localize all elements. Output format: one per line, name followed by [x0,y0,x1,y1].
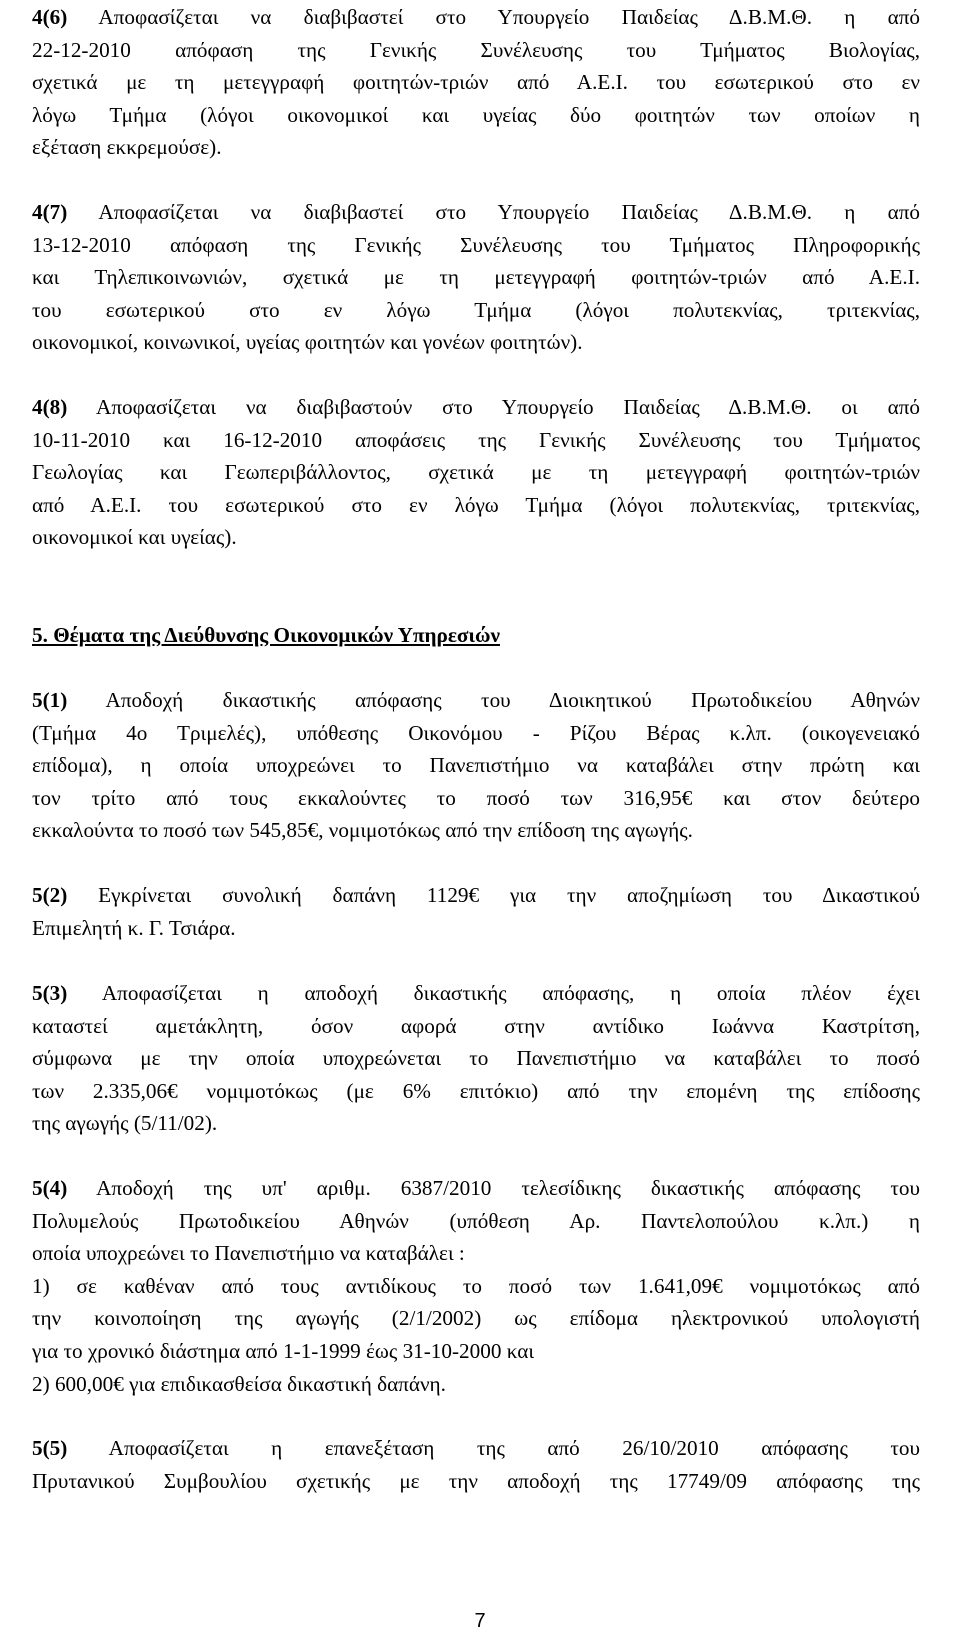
text-line: 22-12-2010 απόφαση της Γενικής Συνέλευσης του Τμήματος Βιολογίας, [32,37,920,62]
paragraph-5-2 [32,879,920,944]
item-number: 4(8) [32,395,68,419]
text-line: 5(2) Εγκρίνεται συνολική δαπάνη 1129€ για την αποζημίωση του Δικαστικού [32,883,920,907]
text-line: οποία υποχρεώνει το Πανεπιστήμιο να καταβάλει : [32,1241,465,1266]
paragraph-5-1 [32,684,920,847]
text-line: του εσωτερικού στο εν λόγω Τμήμα (λόγοι πολυτεκνίας, τριτεκνίας, [32,297,920,322]
text-line: λόγω Τμήμα (λόγοι οικονομικοί και υγείας δύο φοιτητών των οποίων η [32,102,920,127]
section-heading: 5. Θέματα της Διεύθυνσης Οικονομικών Υπηρεσιών [32,623,500,647]
paragraph-5-3 [32,977,920,1140]
item-subnumber: (4) [42,1176,68,1200]
item-subnumber: (3) [42,981,68,1005]
text-line: των 2.335,06€ νομιμοτόκως (με 6% επιτόκιο) από την επομένη της επίδοσης [32,1078,920,1103]
item-subnumber: (1) [42,688,68,712]
text-line: της αγωγής (5/11/02). [32,1111,218,1136]
text-line: Πολυμελούς Πρωτοδικείου Αθηνών (υπόθεση Αρ. Παντελοπούλου κ.λπ.) η [32,1208,920,1233]
text-line: 10-11-2010 και 16-12-2010 αποφάσεις της Γενικής Συνέλευσης του Τμήματος [32,427,920,452]
text-line: 4(6) Αποφασίζεται να διαβιβαστεί στο Υπουργείο Παιδείας Δ.Β.Μ.Θ. η από [32,5,920,29]
text-line: επίδομα), η οποία υποχρεώνει το Πανεπιστήμιο να καταβάλει στην πρώτη και [32,753,920,778]
item-subnumber: (5) [42,1436,68,1460]
text-line: 5(3) Αποφασίζεται η αποδοχή δικαστικής απόφασης, η οποία πλέον έχει [32,981,920,1005]
text-line: οικονομικοί και υγείας). [32,525,237,550]
text-line: οικονομικοί, κοινωνικοί, υγείας φοιτητών και γονέων φοιτητών). [32,330,583,355]
text-line: 5(4) Αποδοχή της υπ' αριθμ. 6387/2010 τελεσίδικης δικαστικής απόφασης του [32,1176,920,1200]
text-line: σύμφωνα με την οποία υποχρεώνεται το Πανεπιστήμιο να καταβάλει το ποσό [32,1046,920,1071]
text-line: 5(5) Αποφασίζεται η επανεξέταση της από 26/10/2010 απόφασης του [32,1436,920,1460]
page-number: 7 [474,1610,486,1632]
text-line: Πρυτανικού Συμβουλίου σχετικής με την αποδοχή της 17749/09 απόφασης της [32,1468,920,1493]
item-number: 5 [32,688,43,712]
text-line: για το χρονικό διάστημα από 1-1-1999 έως 31-10-2000 και [32,1338,535,1363]
text-line: καταστεί αμετάκλητη, όσον αφορά στην αντίδικο Ιωάννα Καστρίτση, [32,1013,920,1038]
text-line: 4(7) Αποφασίζεται να διαβιβαστεί στο Υπουργείο Παιδείας Δ.Β.Μ.Θ. η από [32,200,920,224]
text-line: Γεωλογίας και Γεωπεριβάλλοντος, σχετικά με τη μετεγγραφή φοιτητών-τριών [32,460,920,485]
text-line: 13-12-2010 απόφαση της Γενικής Συνέλευσης του Τμήματος Πληροφορικής [32,232,920,257]
text-line: σχετικά με τη μετεγγραφή φοιτητών-τριών από Α.Ε.Ι. του εσωτερικού στο εν [32,70,920,95]
item-number: 5 [32,1176,43,1200]
paragraph-4-7 [32,196,920,359]
text-line: την κοινοποίηση της αγωγής (2/1/2002) ως επίδομα ηλεκτρονικού υπολογιστή [32,1306,920,1331]
text-line: τον τρίτο από τους εκκαλούντες το ποσό των 316,95€ και στον δεύτερο [32,785,920,810]
item-number: 5 [32,1436,43,1460]
text-line: 2) 600,00€ για επιδικασθείσα δικαστική δαπάνη. [32,1371,446,1396]
item-number: 5 [32,883,43,907]
paragraph-5-5 [32,1432,920,1497]
item-subnumber: (2) [42,883,68,907]
paragraph-4-6 [32,1,920,164]
text-line: 1) σε καθέναν από τους αντιδίκους το ποσό των 1.641,09€ νομιμοτόκως από [32,1273,920,1298]
section-heading-block [32,619,920,652]
text-line: (Τμήμα 4ο Τριμελές), υπόθεσης Οικονόμου - Ρίζου Βέρας κ.λπ. (οικογενειακό [32,720,920,745]
text-line: εκκαλούντα το ποσό των 545,85€, νομιμοτόκως από την επίδοση της αγωγής. [32,818,693,843]
item-number: 4(6) [32,5,68,29]
paragraph-5-4 [32,1172,920,1400]
text-line: 5(1) Αποδοχή δικαστικής απόφασης του Διοικητικού Πρωτοδικείου Αθηνών [32,688,920,712]
text-line [32,619,920,652]
text-line: 4(8) Αποφασίζεται να διαβιβαστούν στο Υπουργείο Παιδείας Δ.Β.Μ.Θ. οι από [32,395,920,419]
text-line: και Τηλεπικοινωνιών, σχετικά με τη μετεγγραφή φοιτητών-τριών από Α.Ε.Ι. [32,265,920,290]
item-number: 4(7) [32,200,68,224]
text-line: εξέταση εκκρεμούσε). [32,135,222,160]
item-number: 5 [32,981,43,1005]
paragraph-4-8 [32,391,920,554]
text-line: Επιμελητή κ. Γ. Τσιάρα. [32,915,236,940]
text-line: από Α.Ε.Ι. του εσωτερικού στο εν λόγω Τμήμα (λόγοι πολυτεκνίας, τριτεκνίας, [32,492,920,517]
